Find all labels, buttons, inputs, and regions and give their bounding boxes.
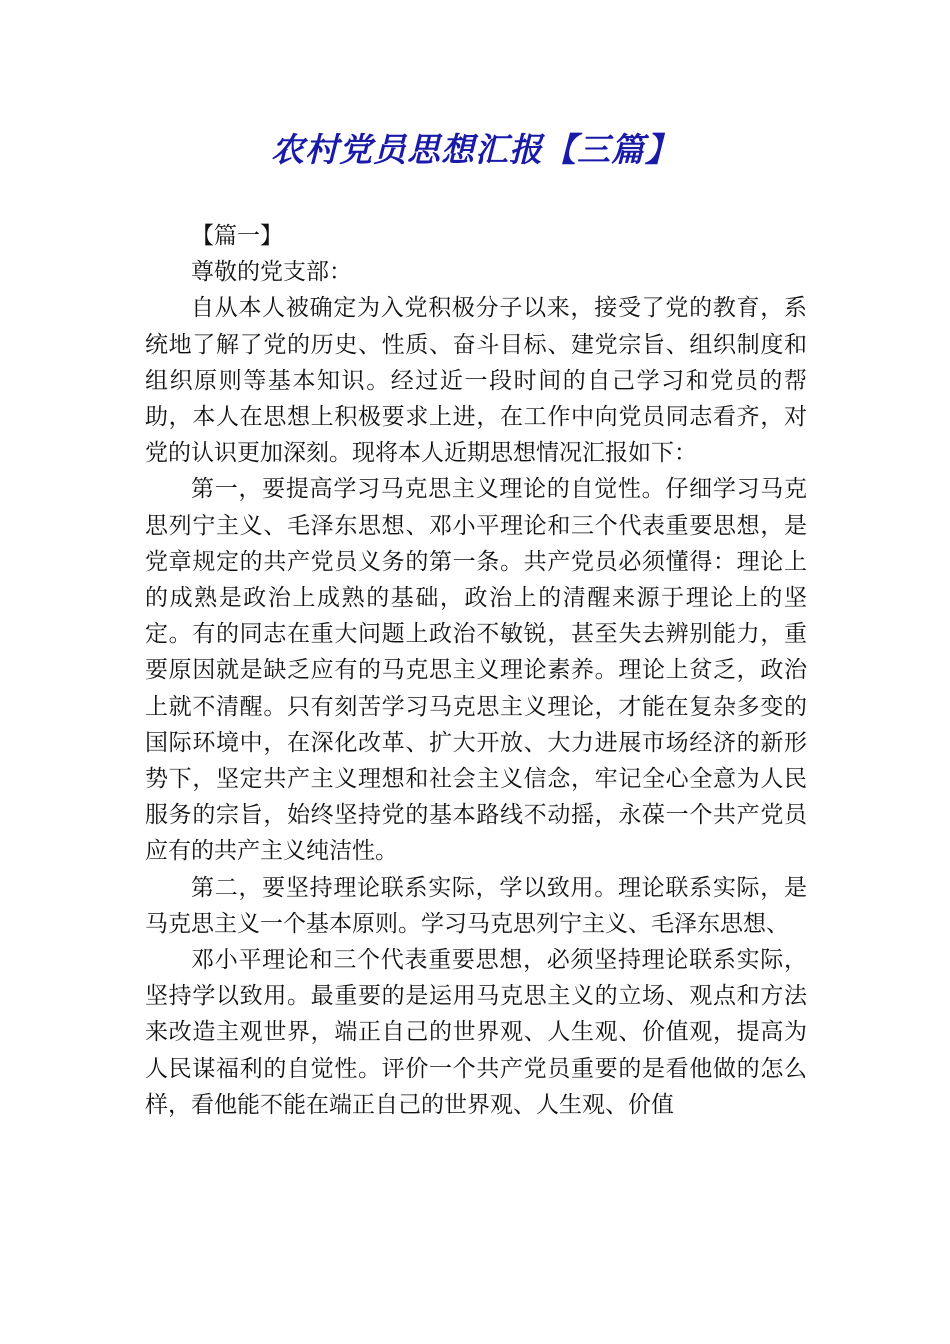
section-heading: 【篇一】 (191, 223, 283, 249)
body-paragraph-continued: 邓小平理论和三个代表重要思想，必须坚持理论联系实际，坚持学以致用。最重要的是运用马克思主义的立场、观点和方法来改造主观世界，端正自己的世界观、人生观、价值观，提高为人民谋福利的自觉性。评价一个共产党员重要的是看他做的怎么样，看他能不能在端正自己的世界观、人生观、价值 (145, 947, 807, 1118)
document-title: 农村党员思想汇报【三篇】 (271, 130, 679, 169)
body-paragraph-intro: 自从本人被确定为入党积极分子以来，接受了党的教育，系统地了解了党的历史、性质、奋斗目标、建党宗旨、组织制度和组织原则等基本知识。经过近一段时间的自己学习和党员的帮助，本人在思想上积极要求上进，在工作中向党员同志看齐，对党的认识更加深刻。现将本人近期思想情况汇报如下： (145, 295, 807, 467)
document-body (145, 218, 807, 1123)
body-paragraph-second: 第二，要坚持理论联系实际，学以致用。理论联系实际，是马克思主义一个基本原则。学习马克思列宁主义、毛泽东思想、 (145, 874, 807, 937)
body-paragraph-first: 第一，要提高学习马克思主义理论的自觉性。仔细学习马克思列宁主义、毛泽东思想、邓小平理论和三个代表重要思想，是党章规定的共产党员义务的第一条。共产党员必须懂得：理论上的成熟是政治上成熟的基础，政治上的清醒来源于理论上的坚定。有的同志在重大问题上政治不敏锐，甚至失去辨别能力，重要原因就是缺乏应有的马克思主义理论素养。理论上贫乏，政治上就不清醒。只有刻苦学习马克思主义理论，才能在复杂多变的国际环境中，在深化改革、扩大开放、大力进展市场经济的新形势下，坚定共产主义理想和社会主义信念，牢记全心全意为人民服务的宗旨，始终坚持党的基本路线不动摇，永葆一个共产党员应有的共产主义纯洁性。 (145, 476, 807, 865)
salutation: 尊敬的党支部： (191, 259, 352, 286)
